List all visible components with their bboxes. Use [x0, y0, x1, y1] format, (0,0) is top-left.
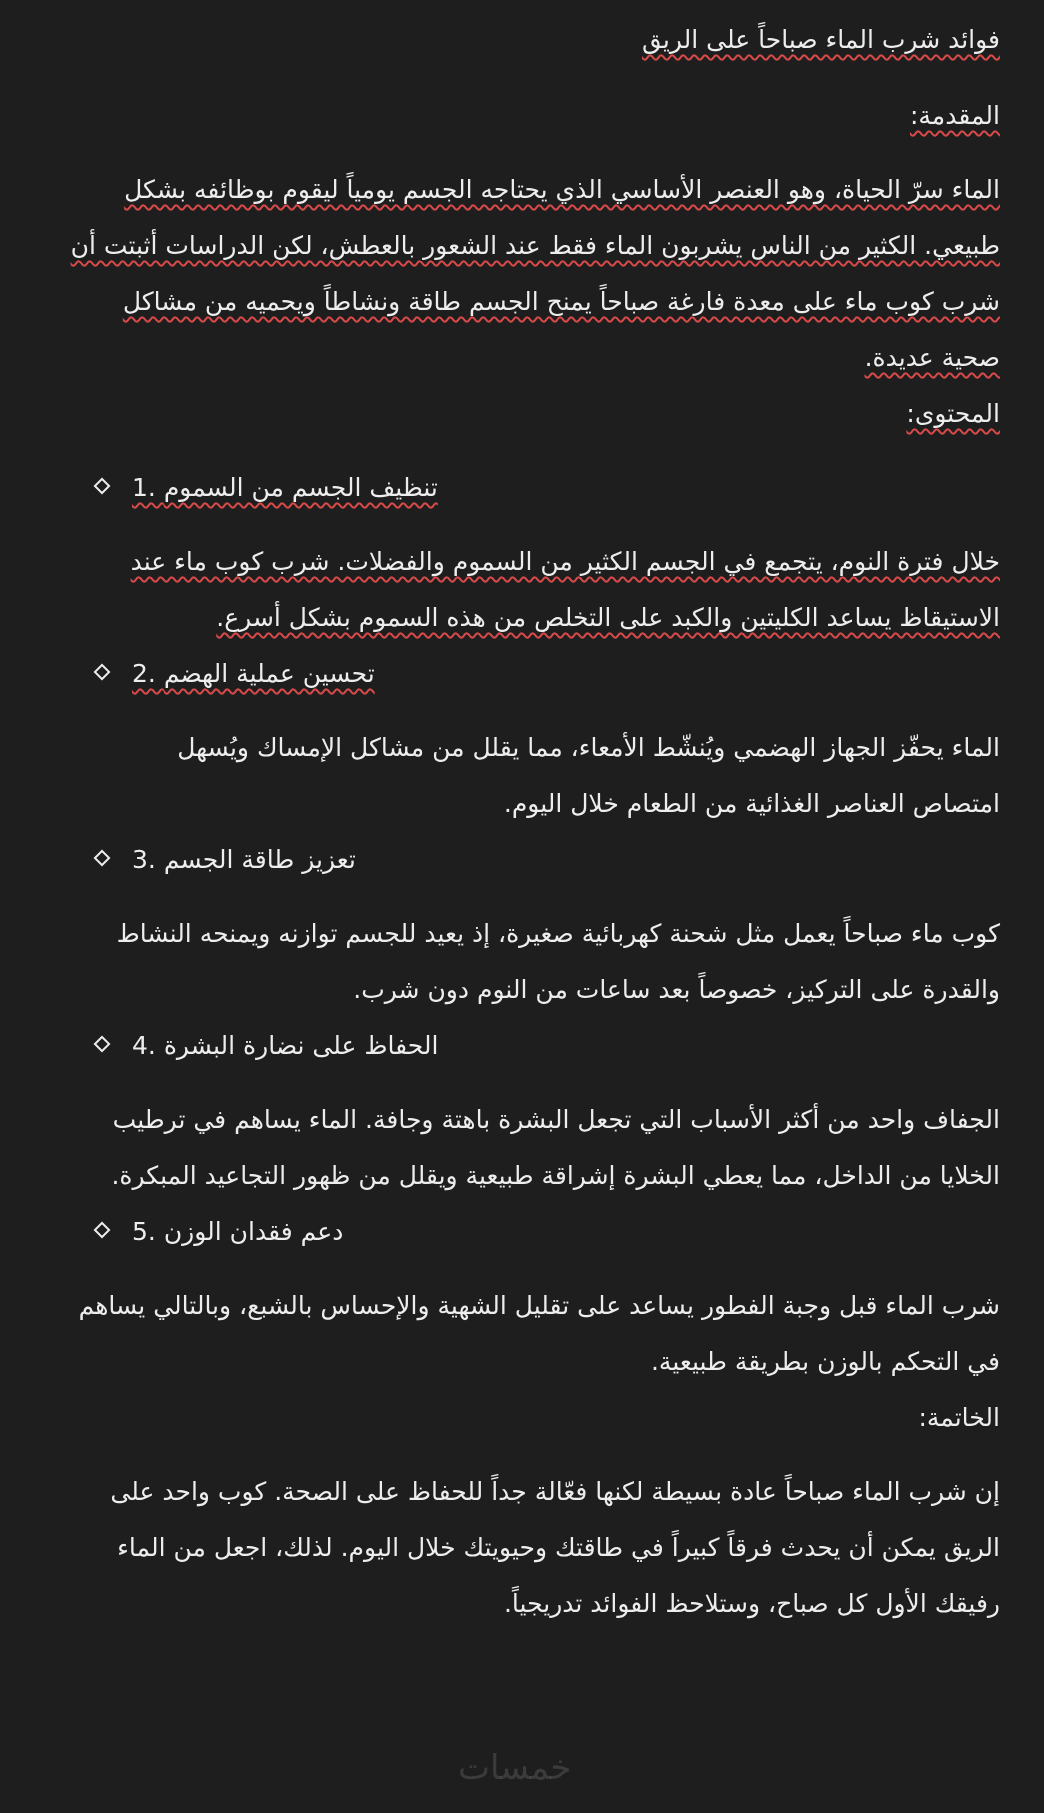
item-line: الاستيقاظ يساعد الكليتين والكبد على التخلص من هذه السموم بشكل أسرع. — [216, 603, 1000, 632]
item-paragraph — [80, 544, 1000, 636]
item-heading: 2. تحسين عملية الهضم — [132, 659, 375, 688]
item-line: في التحكم بالوزن بطريقة طبيعية. — [650, 1347, 1000, 1376]
item-line: الخلايا من الداخل، مما يعطي البشرة إشراقة طبيعية ويقلل من ظهور التجاعيد المبكرة. — [111, 1161, 1000, 1190]
diamond-bullet-icon — [94, 1036, 111, 1053]
item-paragraph — [80, 1288, 1000, 1380]
list-item — [80, 1028, 1000, 1064]
document-body — [70, 22, 1000, 1642]
item-line: الماء يحفّز الجهاز الهضمي ويُنشّط الأمعاء، مما يقلل من مشاكل الإمساك ويُسهل — [177, 733, 1000, 762]
list-item — [80, 1214, 1000, 1250]
item-heading: 1. تنظيف الجسم من السموم — [132, 473, 438, 502]
conclusion-heading: الخاتمة: — [918, 1403, 1000, 1432]
item-paragraph — [80, 730, 1000, 822]
list-item — [80, 470, 1000, 506]
list-item — [80, 656, 1000, 692]
watermark-logo: خمسات — [458, 1748, 572, 1788]
conclusion-paragraph — [80, 1474, 1000, 1622]
intro-line: شرب كوب ماء على معدة فارغة صباحاً يمنح الجسم طاقة ونشاطاً ويحميه من مشاكل — [122, 287, 1000, 316]
item-heading: 5. دعم فقدان الوزن — [132, 1217, 344, 1246]
item-line: الجفاف واحد من أكثر الأسباب التي تجعل البشرة باهتة وجافة. الماء يساهم في ترطيب — [112, 1105, 1000, 1134]
diamond-bullet-icon — [94, 664, 111, 681]
content-heading: المحتوى: — [906, 399, 1000, 428]
item-paragraph — [80, 1102, 1000, 1194]
conclusion-line: الريق يمكن أن يحدث فرقاً كبيراً في طاقتك وحيويتك خلال اليوم. لذلك، اجعل من الماء — [117, 1533, 1000, 1562]
item-line: كوب ماء صباحاً يعمل مثل شحنة كهربائية صغيرة، إذ يعيد للجسم توازنه ويمنحه النشاط — [116, 919, 1000, 948]
item-line: خلال فترة النوم، يتجمع في الجسم الكثير من السموم والفضلات. شرب كوب ماء عند — [130, 547, 1000, 576]
intro-line: طبيعي. الكثير من الناس يشربون الماء فقط عند الشعور بالعطش، لكن الدراسات أثبتت أن — [70, 231, 1000, 260]
diamond-bullet-icon — [94, 850, 111, 867]
diamond-bullet-icon — [94, 1222, 111, 1239]
item-line: شرب الماء قبل وجبة الفطور يساعد على تقليل الشهية والإحساس بالشبع، وبالتالي يساهم — [78, 1291, 1000, 1320]
document-title: فوائد شرب الماء صباحاً على الريق — [642, 25, 1000, 54]
item-paragraph — [80, 916, 1000, 1008]
intro-line: صحية عديدة. — [864, 343, 1000, 372]
item-line: امتصاص العناصر الغذائية من الطعام خلال اليوم. — [503, 789, 1000, 818]
list-item — [80, 842, 1000, 878]
intro-heading: المقدمة: — [909, 101, 1000, 130]
item-heading: 4. الحفاظ على نضارة البشرة — [132, 1031, 439, 1060]
item-line: والقدرة على التركيز، خصوصاً بعد ساعات من النوم دون شرب. — [353, 975, 1000, 1004]
item-heading: 3. تعزيز طاقة الجسم — [132, 845, 356, 874]
intro-paragraph — [70, 172, 1000, 376]
diamond-bullet-icon — [94, 478, 111, 495]
conclusion-line: رفيقك الأول كل صباح، وستلاحظ الفوائد تدريجياً. — [503, 1589, 1000, 1618]
intro-line: الماء سرّ الحياة، وهو العنصر الأساسي الذي يحتاجه الجسم يومياً ليقوم بوظائفه بشكل — [124, 175, 1000, 204]
conclusion-line: إن شرب الماء صباحاً عادة بسيطة لكنها فعّالة جداً للحفاظ على الصحة. كوب واحد على — [110, 1477, 1000, 1506]
